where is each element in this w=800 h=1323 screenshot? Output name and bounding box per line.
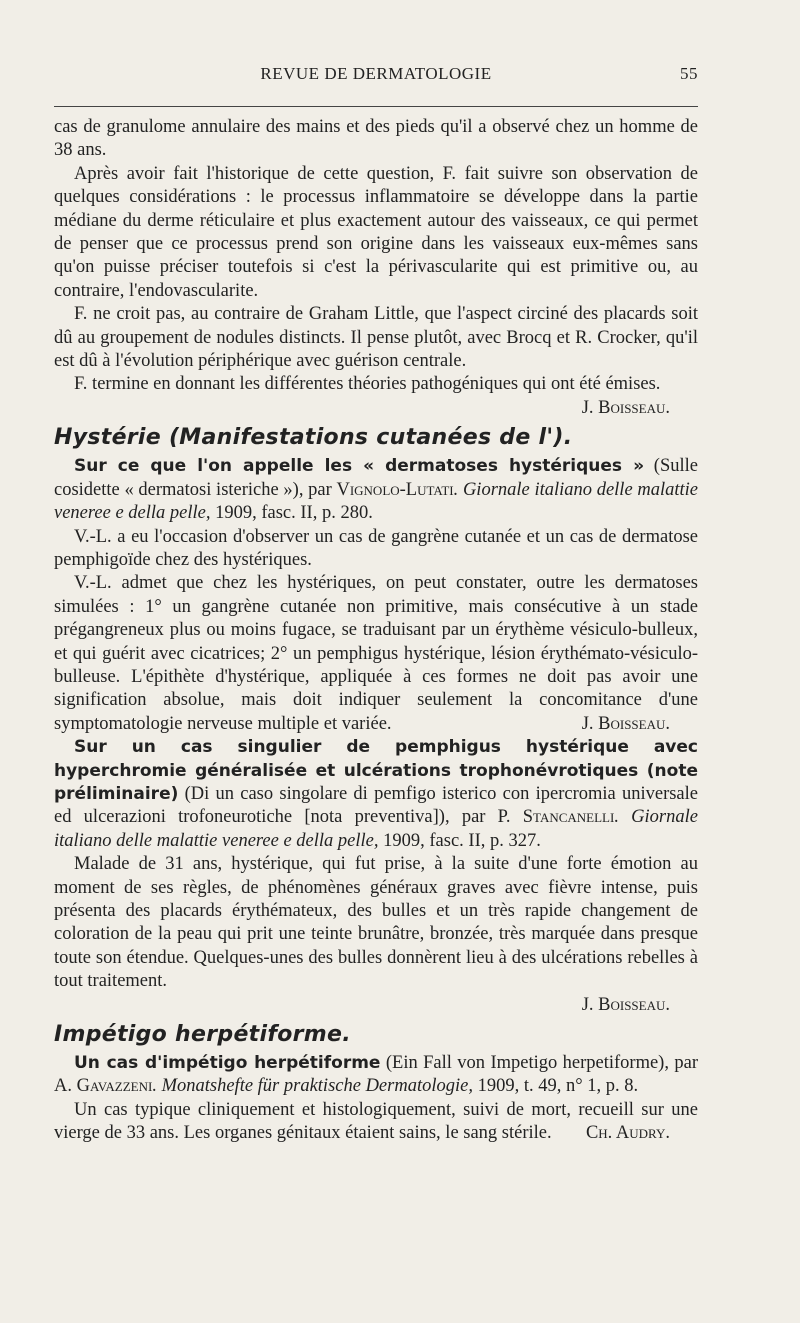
journal-title: REVUE DE DERMATOLOGIE bbox=[260, 64, 492, 83]
journal-reference: 1909, fasc. II, p. 327. bbox=[378, 830, 541, 851]
journal-name: . Giornale italiano delle malattie veneree e della pelle, bbox=[54, 479, 698, 524]
author-signature: J. Boisseau. bbox=[581, 713, 670, 734]
header-rule bbox=[54, 106, 698, 107]
journal-reference: 1909, fasc. II, p. 280. bbox=[210, 503, 373, 524]
author-signature: J. Boisseau. bbox=[581, 397, 670, 418]
paragraph-text: V.-L. admet que chez les hystériques, on peut constater, outre les dermatoses simulées : 1° un gangrène cutanée non primitive, mais consécutive à un stade prégangreneux plus ou moins fugace, se traduisant par un érythème vésiculo-bulleux, et qui guérit avec cicatrices; 2° un pemphigus hystérique, lésion érythémato-vésiculo-bulleuse. L'épithète d'hystérique, appliquée à ces formes ne doit pas avoir une signification absolue, mais doit indiquer seulement la concomitance d'une symptomatologie nerveuse multiple et variée. bbox=[54, 573, 698, 734]
author-signature: J. Boisseau. bbox=[581, 994, 670, 1015]
paragraph bbox=[54, 1099, 698, 1146]
article-title: Un cas d'impétigo herpétiforme bbox=[74, 1053, 381, 1074]
article-citation bbox=[54, 736, 698, 853]
paragraph-text: F. termine en donnant les différentes théories pathogéniques qui ont été émises. bbox=[74, 374, 661, 395]
article-original-title: (Di un caso singolare di pemfigo isterico con ipercromia universale ed ulcerazioni trofoneurotiche [nota preventiva]), par P. bbox=[54, 783, 698, 828]
article-original-title: (Sulle cosidette « dermatosi isteriche »), par bbox=[54, 456, 698, 500]
article-citation bbox=[54, 455, 698, 525]
article-author: Stancanelli bbox=[522, 807, 615, 828]
article-original-title: (Ein Fall von Impetigo herpetiforme), par A. bbox=[54, 1053, 698, 1097]
section-heading: Hystérie (Manifestations cutanées de l'). bbox=[54, 425, 573, 451]
running-header bbox=[54, 62, 698, 90]
journal-name: . Monatshefte für praktische Dermatologie, bbox=[152, 1076, 473, 1097]
page-body bbox=[54, 116, 698, 1146]
paragraph bbox=[54, 572, 698, 736]
article-author: Gavazzeni bbox=[76, 1076, 153, 1097]
page-number: 55 bbox=[680, 64, 698, 83]
paragraph-text: Un cas typique cliniquement et histologiquement, suivi de mort, recueill sur une vierge de 33 ans. Les organes génitaux étaient sains, le sang stérile. bbox=[54, 1099, 698, 1144]
paragraph: Après avoir fait l'historique de cette question, F. fait suivre son observation de quelques considérations : le processus inflammatoire se développe dans la partie médiane du derme réticulaire et plus exactement autour des vaisseaux, ce qui permet de penser que ce processus prend son origine dans les vaisseaux eux-mêmes sans qu'on puisse préciser toutefois si c'est la périvascularite qui est primitive ou, au contraire, l'endovascularite. bbox=[54, 163, 698, 301]
paragraph bbox=[54, 373, 698, 418]
journal-name: . Giornale italiano delle malattie veneree e della pelle, bbox=[54, 807, 698, 851]
journal-reference: 1909, t. 49, n° 1, p. 8. bbox=[472, 1076, 639, 1097]
article-author: Vignolo-Lutati bbox=[336, 479, 454, 500]
paragraph: V.-L. a eu l'occasion d'observer un cas de gangrène cutanée et un cas de dermatose pemphigoïde chez des hystériques. bbox=[54, 526, 698, 570]
article-citation bbox=[54, 1052, 698, 1099]
author-signature: Ch. Audry. bbox=[585, 1123, 670, 1144]
paragraph: F. ne croit pas, au contraire de Graham Little, que l'aspect circiné des placards soit dû au groupement de nodules distincts. Il pense plutôt, avec Brocq et R. Crocker, qu'il est dû à l'évolution périphérique avec guérison centrale. bbox=[54, 304, 698, 372]
section-heading: Impétigo herpétiforme. bbox=[54, 1022, 351, 1048]
article-title: Sur ce que l'on appelle les « dermatoses hystériques » bbox=[74, 456, 645, 477]
article-title: Sur un cas singulier de pemphigus hystérique avec hyperchromie généralisée et ulcérations trophonévrotiques (note préliminaire) bbox=[54, 737, 698, 804]
paragraph: Malade de 31 ans, hystérique, qui fut prise, à la suite d'une forte émotion au moment de ses règles, de phénomènes généraux graves avec fièvre intense, puis présenta des placards érythémateux, des bulles et un très rapide changement de coloration de la peau qui prit une teinte brunâtre, bronzée, très marquée dans presque toute son étendue. Quelques-unes des bulles donnèrent lieu à des ulcérations rebelles à tout traitement. bbox=[54, 854, 698, 992]
paragraph: cas de granulome annulaire des mains et des pieds qu'il a observé chez un homme de 38 ans. bbox=[54, 117, 698, 161]
